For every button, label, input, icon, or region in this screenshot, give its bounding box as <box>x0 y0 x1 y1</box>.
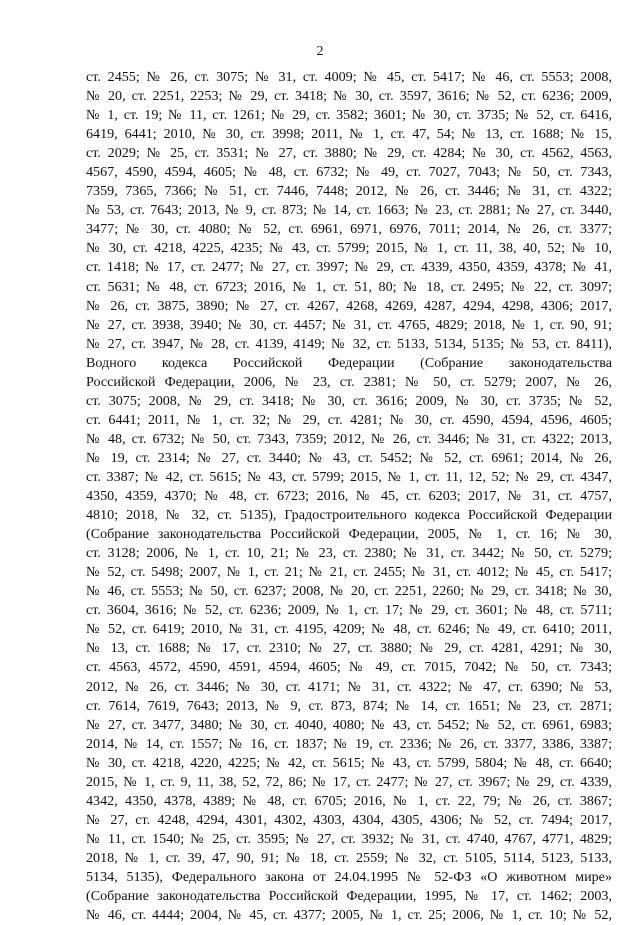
text-line: 4350, 4359, 4370; № 48, ст. 6723; 2016, № 45, ст. 6203; 2017, № 31, ст. 4757, <box>86 488 612 505</box>
text-line: 2018, № 1, ст. 39, 47, 90, 91; № 18, ст. 2559; № 32, ст. 5105, 5114, 5123, 5133, <box>86 849 612 866</box>
text-line: № 46, ст. 5553; № 50, ст. 6237; 2008, № 20, ст. 2251, 2260; № 29, ст. 3418; № 30, <box>86 583 612 600</box>
text-line: № 19, ст. 2314; № 27, ст. 3440; № 43, ст. 5452; № 52, ст. 6961; 2014, № 26, <box>86 449 612 466</box>
text-line: № 30, ст. 4218, 4220, 4225; № 42, ст. 5615; № 43, ст. 5799, 5804; № 48, ст. 6640; <box>86 754 612 771</box>
text-line: № 27, ст. 3947, № 28, ст. 4139, 4149; № 32, ст. 5133, 5134, 5135; № 53, ст. 8411), <box>86 335 612 352</box>
text-line: ст. 3387; № 42, ст. 5615; № 43, ст. 5799; 2015, № 1, ст. 11, 12, 52; № 29, ст. 4347, <box>86 468 612 485</box>
text-line: ст. 3075; 2008, № 29, ст. 3418; № 30, ст. 3616; 2009, № 30, ст. 3735; № 52, <box>86 392 612 409</box>
text-line: № 53, ст. 7643; 2013, № 9, ст. 873; № 14, ст. 1663; № 23, ст. 2881; № 27, ст. 3440, <box>86 202 612 219</box>
page-number: 2 <box>316 44 324 59</box>
text-line: № 11, ст. 1540; № 25, ст. 3595; № 27, ст. 3932; № 31, ст. 4740, 4767, 4771, 4829; <box>86 830 612 847</box>
text-line: № 52, ст. 6419; 2010, № 31, ст. 4195, 4209; № 48, ст. 6246; № 49, ст. 6410; 2011, <box>86 621 612 638</box>
text-line: 2012, № 26, ст. 3446; № 30, ст. 4171; № 31, ст. 4322; № 47, ст. 6390; № 53, <box>86 678 612 695</box>
text-line: ст. 3604, 3616; № 52, ст. 6236; 2009, № 1, ст. 17; № 29, ст. 3601; № 48, ст. 5711; <box>86 602 612 619</box>
text-line: № 30, ст. 4218, 4225, 4235; № 43, ст. 5799; 2015, № 1, ст. 11, 38, 40, 52; № 10, <box>86 240 612 257</box>
text-line: ст. 1418; № 17, ст. 2477; № 27, ст. 3997; № 29, ст. 4339, 4350, 4359, 4378; № 41, <box>86 259 612 276</box>
text-line: № 27, ст. 3938, 3940; № 30, ст. 4457; № 31, ст. 4765, 4829; 2018, № 1, ст. 90, 91; <box>86 316 612 333</box>
text-line: 4567, 4590, 4594, 4605; № 48, ст. 6732; № 49, ст. 7027, 7043; № 50, ст. 7343, <box>86 164 612 181</box>
text-line: ст. 2455; № 26, ст. 3075; № 31, ст. 4009; № 45, ст. 5417; № 46, ст. 5553; 2008, <box>86 69 612 85</box>
text-line: 5134, 5135), Федерального закона от 24.04.1995 № 52-ФЗ «О животном мире» <box>86 868 612 885</box>
text-line: 4342, 4350, 4378, 4389; № 48, ст. 6705; 2016, № 1, ст. 22, 79; № 26, ст. 3867; <box>86 792 612 809</box>
text-line: ст. 4563, 4572, 4590, 4591, 4594, 4605; № 49, ст. 7015, 7042; № 50, ст. 7343; <box>86 659 612 676</box>
text-line: ст. 2029; № 25, ст. 3531; № 27, ст. 3880; № 29, ст. 4284; № 30, ст. 4562, 4563, <box>86 145 612 162</box>
text-line: ст. 5631; № 48, ст. 6723; 2016, № 1, ст. 51, 80; № 18, ст. 2495; № 22, ст. 3097; <box>86 278 612 295</box>
text-line: ст. 7614, 7619, 7643; 2013, № 9, ст. 873, 874; № 14, ст. 1651; № 23, ст. 2871; <box>86 697 612 714</box>
text-line: 6419, 6441; 2010, № 30, ст. 3998; 2011, № 1, ст. 47, 54; № 13, ст. 1688; № 15, <box>86 126 612 143</box>
text-line: № 48, ст. 6732; № 50, ст. 7343, 7359; 2012, № 26, ст. 3446; № 31, ст. 4322; 2013, <box>86 430 612 447</box>
document-body-text <box>86 68 612 925</box>
text-line: ст. 3128; 2006, № 1, ст. 10, 21; № 23, ст. 2380; № 31, ст. 3442; № 50, ст. 5279; <box>86 545 612 562</box>
text-line: № 1, ст. 19; № 11, ст. 1261; № 29, ст. 3582; 3601; № 30, ст. 3735; № 52, ст. 6416, <box>86 107 612 124</box>
text-line: № 46, ст. 4444; 2004, № 45, ст. 4377; 2005, № 1, ст. 25; 2006, № 1, ст. 10; № 52, <box>86 907 612 924</box>
text-line: (Собрание законодательства Российской Федерации, 1995, № 17, ст. 1462; 2003, <box>86 888 612 905</box>
text-line: ст. 6441; 2011, № 1, ст. 32; № 29, ст. 4281; № 30, ст. 4590, 4594, 4596, 4605; <box>86 411 612 428</box>
text-line: 4810; 2018, № 32, ст. 5135), Градостроительного кодекса Российской Федерации <box>86 507 612 524</box>
text-line: 3477; № 30, ст. 4080; № 52, ст. 6961, 6971, 6976, 7011; 2014, № 26, ст. 3377; <box>86 221 612 238</box>
text-line: № 13, ст. 1688; № 17, ст. 2310; № 27, ст. 3880; № 29, ст. 4281, 4291; № 30, <box>86 640 612 657</box>
text-line: № 20, ст. 2251, 2253; № 29, ст. 3418; № 30, ст. 3597, 3616; № 52, ст. 6236; 2009, <box>86 88 612 105</box>
text-line: Водного кодекса Российской Федерации (Собрание законодательства <box>86 354 612 371</box>
text-line: 7359, 7365, 7366; № 51, ст. 7446, 7448; 2012, № 26, ст. 3446; № 31, ст. 4322; <box>86 183 612 200</box>
text-line: 2014, № 14, ст. 1557; № 16, ст. 1837; № 19, ст. 2336; № 26, ст. 3377, 3386, 3387; <box>86 735 612 752</box>
text-line: № 26, ст. 3875, 3890; № 27, ст. 4267, 4268, 4269, 4287, 4294, 4298, 4306; 2017, <box>86 297 612 314</box>
text-line: (Собрание законодательства Российской Федерации, 2005, № 1, ст. 16; № 30, <box>86 526 612 543</box>
text-line: Российской Федерации, 2006, № 23, ст. 2381; № 50, ст. 5279; 2007, № 26, <box>86 373 612 390</box>
text-line: 2015, № 1, ст. 9, 11, 38, 52, 72, 86; № 17, ст. 2477; № 27, ст. 3967; № 29, ст. 4339, <box>86 773 612 790</box>
text-line: № 27, ст. 3477, 3480; № 30, ст. 4040, 4080; № 43, ст. 5452; № 52, ст. 6961, 6983; <box>86 716 612 733</box>
text-line: № 52, ст. 5498; 2007, № 1, ст. 21; № 21, ст. 2455; № 31, ст. 4012; № 45, ст. 5417; <box>86 564 612 581</box>
text-line: № 27, ст. 4248, 4294, 4301, 4302, 4303, 4304, 4305, 4306; № 52, ст. 7494; 2017, <box>86 811 612 828</box>
